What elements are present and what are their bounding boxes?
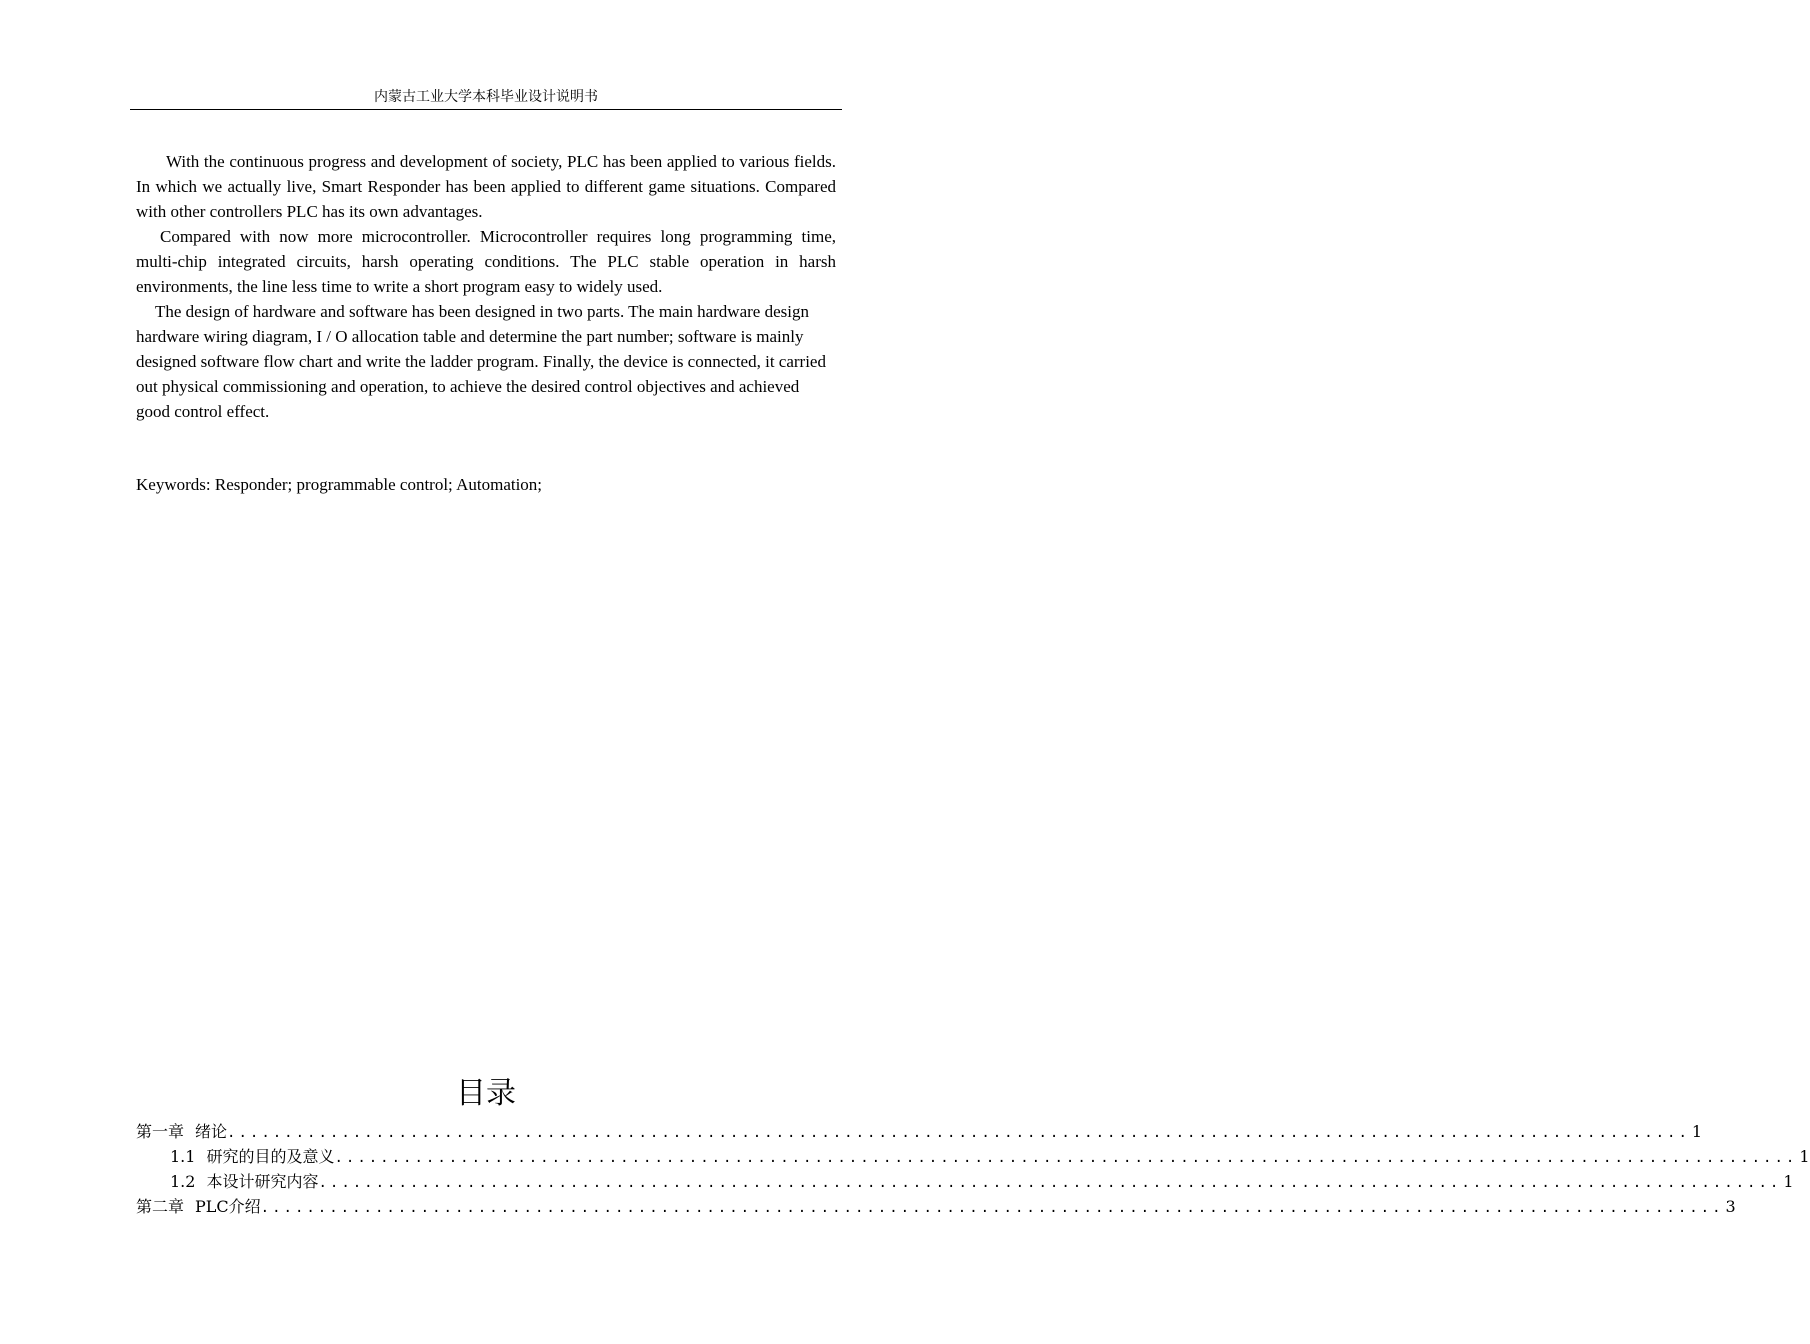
toc-entry-section-1-2[interactable] <box>136 1169 1794 1194</box>
toc-dot-leader: ................................................................................................................................ <box>334 1150 1798 1166</box>
abstract-paragraph-2: Compared with now more microcontroller. Microcontroller requires long programming time, multi-chip integrated circuits, harsh operating conditions. The PLC stable operation in harsh environments, the line less time to write a short program easy to widely used. <box>136 227 836 296</box>
toc-entry-title: 研究的目的及意义 <box>206 1147 335 1166</box>
toc-entry-title: PLC介绍 <box>195 1197 261 1216</box>
toc-entry-title: 绪论 <box>195 1122 228 1141</box>
toc-dot-leader: ................................................................................................................................ <box>260 1200 1724 1216</box>
toc-entry-number: 1.1 <box>170 1147 196 1166</box>
toc-entry-section-1-1[interactable] <box>136 1144 1810 1169</box>
english-abstract <box>136 149 836 424</box>
toc-entry-chapter-1[interactable] <box>136 1119 1703 1144</box>
toc-entry-title: 本设计研究内容 <box>206 1172 319 1191</box>
toc-entry-page: 1 <box>1783 1172 1794 1191</box>
table-of-contents <box>136 1119 1810 1219</box>
keywords-line: Keywords: Responder; programmable control; Automation; <box>136 475 543 494</box>
abstract-paragraph-3: The design of hardware and software has been designed in two parts. The main hardware design hardware wiring diagram, I / O allocation table and determine the part number; software is mainly designed software flow chart and write the ladder program. Finally, the device is connected, it carried out physical commissioning and operation, to achieve the desired control objectives and achieved good control effect. <box>136 302 826 421</box>
toc-entry-page: 1 <box>1691 1122 1703 1141</box>
toc-entry-page: 1 <box>1799 1147 1810 1166</box>
toc-entry-number: 第二章 <box>136 1197 185 1216</box>
toc-entry-chapter-2[interactable] <box>136 1194 1736 1219</box>
toc-dot-leader: ................................................................................................................................ <box>318 1175 1782 1191</box>
toc-entry-number: 第一章 <box>136 1122 185 1141</box>
header-rule <box>130 109 842 110</box>
page-header: 内蒙古工业大学本科毕业设计说明书 <box>374 90 598 105</box>
toc-dot-leader: ................................................................................................................................ <box>227 1125 1690 1141</box>
abstract-paragraph-1: With the continuous progress and development of society, PLC has been applied to various fields. In which we actually live, Smart Responder has been applied to different game situations. Compared with other controllers PLC has its own advantages. <box>136 152 836 221</box>
toc-entry-page: 3 <box>1725 1197 1736 1216</box>
toc-entry-number: 1.2 <box>170 1172 196 1191</box>
toc-title: 目录 <box>456 1076 516 1111</box>
